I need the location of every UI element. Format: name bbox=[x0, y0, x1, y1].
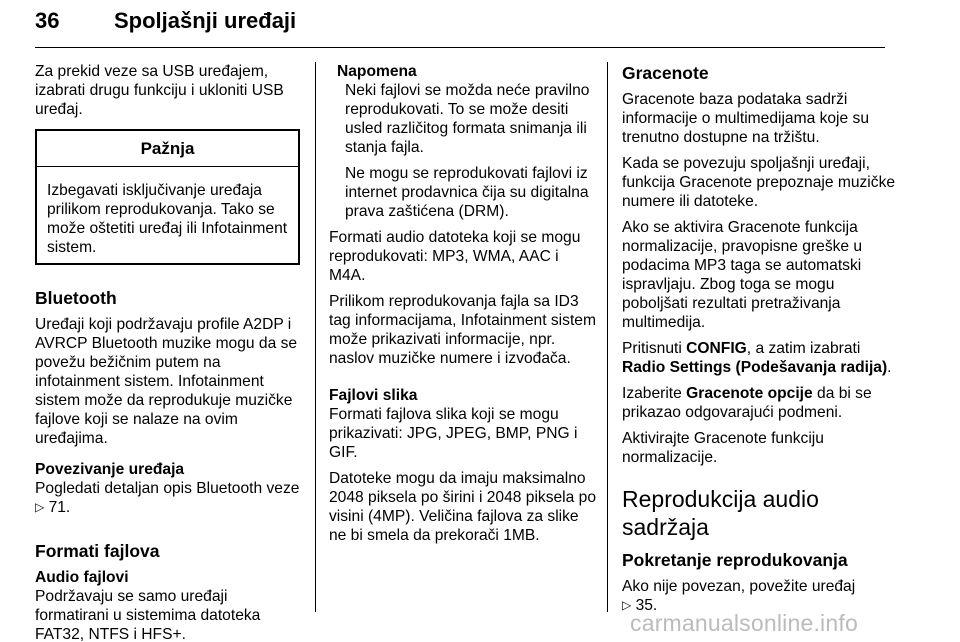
radio-settings-label: Radio Settings (Podešavanja radija) bbox=[622, 359, 888, 376]
page-number: 36 bbox=[35, 8, 60, 33]
audio-files-heading: Audio fajlovi bbox=[35, 569, 129, 586]
image-files-heading: Fajlovi slika bbox=[329, 387, 418, 404]
note-paragraph-1: Neki fajlovi se možda neće pravilno reprodukovati. To se može desiti usled različitog formata snimanja ili stanja fajla. bbox=[345, 82, 590, 156]
audio-files-paragraph: Podržavaju se samo uređaji formatirani u sistemima datoteka FAT32, NTFS i HFS+. bbox=[35, 588, 261, 642]
gracenote-paragraph-3: Ako se aktivira Gracenote funkcija normalizacije, pravopisne greške u podacima MP3 taga se automatski ispravljaju. Zbog toga se mogu poboljšati rezultati pretraživanja multimedija. bbox=[622, 219, 863, 331]
chapter-title: Spoljašnji uređaji bbox=[114, 8, 297, 33]
connect-text: Pogledati detaljan opis Bluetooth veze bbox=[35, 480, 300, 497]
page-header bbox=[35, 4, 885, 48]
audio-formats-paragraph: Formati audio datoteka koji se mogu reprodukovati: MP3, WMA, AAC i M4A. bbox=[329, 229, 581, 284]
start-text: Ako nije povezan, povežite uređaj bbox=[622, 578, 856, 595]
image-size-paragraph: Datoteke mogu da imaju maksimalno 2048 piksela po širini i 2048 piksela po visini (4MP). Veličina fajlova za slike ne bi smela da prekorači 1MB. bbox=[329, 470, 596, 544]
start-playback-heading: Pokretanje reprodukovanja bbox=[622, 550, 848, 570]
g4-pre: Pritisnuti bbox=[622, 340, 682, 357]
g5-end: da bi se prikazao odgovarajući podmeni. bbox=[622, 385, 872, 421]
bluetooth-heading: Bluetooth bbox=[35, 288, 117, 308]
column-middle bbox=[329, 62, 597, 552]
config-button-label: CONFIG bbox=[686, 340, 747, 357]
audio-playback-heading: Reprodukcija audio sadržaja bbox=[622, 486, 819, 540]
warning-title: Pažnja bbox=[37, 131, 298, 167]
page-ref-icon: ▷ bbox=[35, 500, 45, 514]
g5-pre: Izaberite bbox=[622, 385, 682, 402]
formats-heading: Formati fajlova bbox=[35, 541, 160, 561]
watermark: carmanualsonline.info bbox=[630, 610, 858, 636]
column-divider bbox=[315, 62, 316, 612]
column-divider bbox=[607, 62, 608, 612]
gracenote-heading: Gracenote bbox=[622, 63, 709, 83]
column-right bbox=[622, 62, 897, 623]
gracenote-options-label: Gracenote opcije bbox=[686, 385, 813, 402]
connect-page-ref[interactable]: 71. bbox=[48, 499, 71, 516]
gracenote-paragraph-2: Kada se povezuju spoljašnji uređaji, funkcija Gracenote prepoznaje muzičke numere ili datoteke. bbox=[622, 155, 896, 210]
warning-text: Izbegavati isključivanje uređaja prilikom reprodukovanja. Tako se može oštetiti uređaj ili Infotainment sistem. bbox=[47, 182, 288, 256]
gracenote-paragraph-5 bbox=[622, 384, 897, 422]
g4-end: . bbox=[887, 359, 892, 376]
gracenote-paragraph-6: Aktivirajte Gracenote funkciju normalizacije. bbox=[622, 430, 824, 466]
note-box bbox=[329, 62, 597, 221]
start-page-ref[interactable]: 35. bbox=[635, 597, 658, 614]
gracenote-paragraph-1: Gracenote baza podataka sadrži informacije o multimedijama koje su trenutno dostupne na tržištu. bbox=[622, 91, 869, 146]
g4-mid: , a zatim izabrati bbox=[746, 340, 861, 357]
bluetooth-paragraph: Uređaji koji podržavaju profile A2DP i AVRCP Bluetooth muzike mogu da se povežu bežičnim putem na infotainment sistem. Infotainment sistem može da reprodukuje muzičke fajlove koji se nalaze na ovim uređajima. bbox=[35, 316, 298, 447]
image-formats-paragraph: Formati fajlova slika koji se mogu prikazivati: JPG, JPEG, BMP, PNG i GIF. bbox=[329, 406, 578, 461]
connect-heading: Povezivanje uređaja bbox=[35, 461, 185, 478]
id3-paragraph: Prilikom reprodukovanja fajla sa ID3 tag informacijama, Infotainment sistem može prikazivati informacije, npr. naslov muzičke numere i izvođača. bbox=[329, 293, 596, 367]
note-title: Napomena bbox=[337, 63, 417, 80]
column-left bbox=[35, 62, 300, 642]
warning-box bbox=[35, 129, 300, 265]
intro-paragraph: Za prekid veze sa USB uređajem, izabrati drugu funkciju i ukloniti USB uređaj. bbox=[35, 63, 284, 118]
connect-paragraph bbox=[35, 479, 300, 518]
page-ref-icon: ▷ bbox=[622, 598, 632, 612]
note-paragraph-2: Ne mogu se reprodukovati fajlovi iz internet prodavnica čija su digitalna prava zaštićena (DRM). bbox=[345, 165, 589, 220]
gracenote-paragraph-4 bbox=[622, 339, 897, 377]
